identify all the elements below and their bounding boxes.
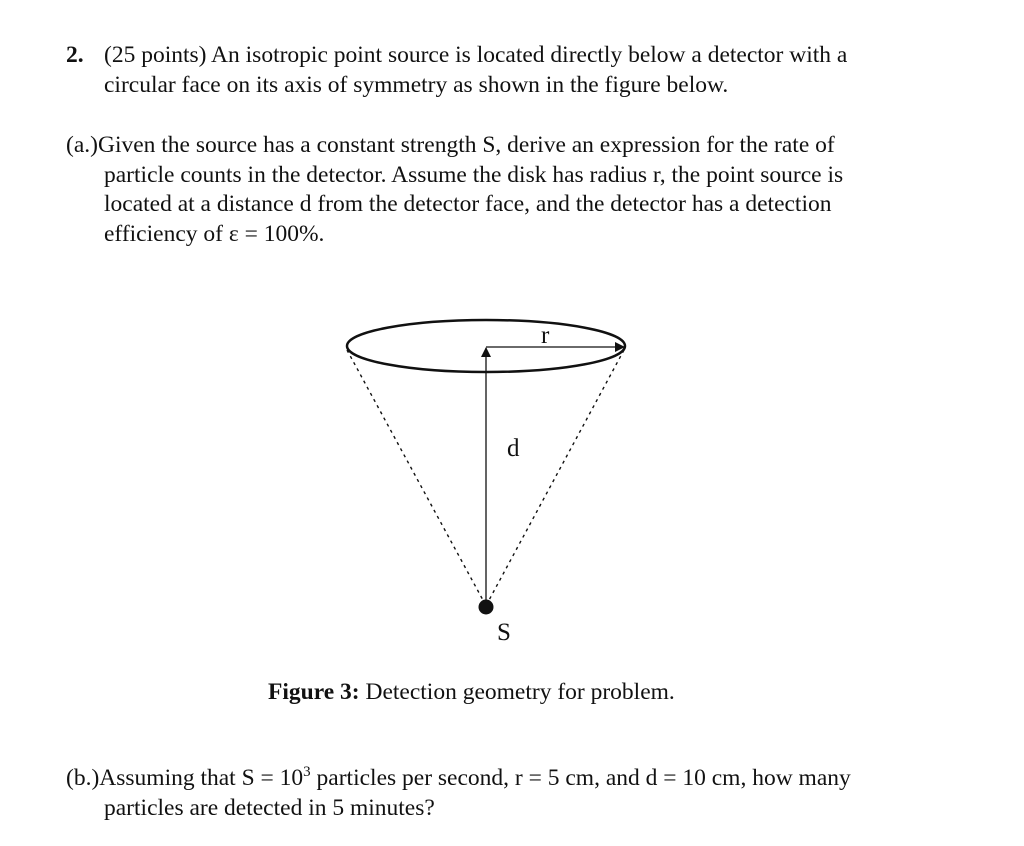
- point-source-dot: [479, 600, 494, 615]
- question-text-1: (25 points) An isotropic point source is located directly below a detector with a: [104, 42, 848, 68]
- part-b-line-2: particles are detected in 5 minutes?: [104, 794, 435, 821]
- label-d: d: [507, 435, 520, 462]
- part-b-line-1: [66, 764, 946, 794]
- part-a-line-2: particle counts in the detector. Assume the disk has radius r, the point source is: [104, 161, 844, 188]
- part-a-label: (a.): [66, 132, 98, 158]
- label-r: r: [541, 322, 550, 349]
- caption-text: Detection geometry for problem.: [359, 679, 675, 705]
- part-b: [66, 764, 946, 823]
- part-a-line-3: located at a distance d from the detector face, and the detector has a detection: [104, 191, 832, 217]
- cone-edge-left: [347, 350, 484, 602]
- cone-edge-right: [488, 350, 624, 602]
- caption-label: Figure 3:: [268, 679, 360, 705]
- part-a-line-4: efficiency of ε = 100%.: [104, 220, 325, 247]
- question-line-2: circular face on its axis of symmetry as shown in the figure below.: [104, 71, 729, 98]
- part-b-exponent: 3: [303, 764, 311, 780]
- label-s: S: [497, 619, 511, 646]
- part-a-text-1: Given the source has a constant strength S, derive an expression for the rate of: [97, 132, 835, 158]
- part-b-text-after: particles per second, r = 5 cm, and d = 10 cm, how many: [310, 765, 851, 791]
- part-b-text-before: Assuming that S = 10: [99, 765, 304, 791]
- part-b-label: (b.): [66, 765, 100, 791]
- figure-caption: [268, 678, 675, 708]
- question-number: 2.: [66, 42, 84, 68]
